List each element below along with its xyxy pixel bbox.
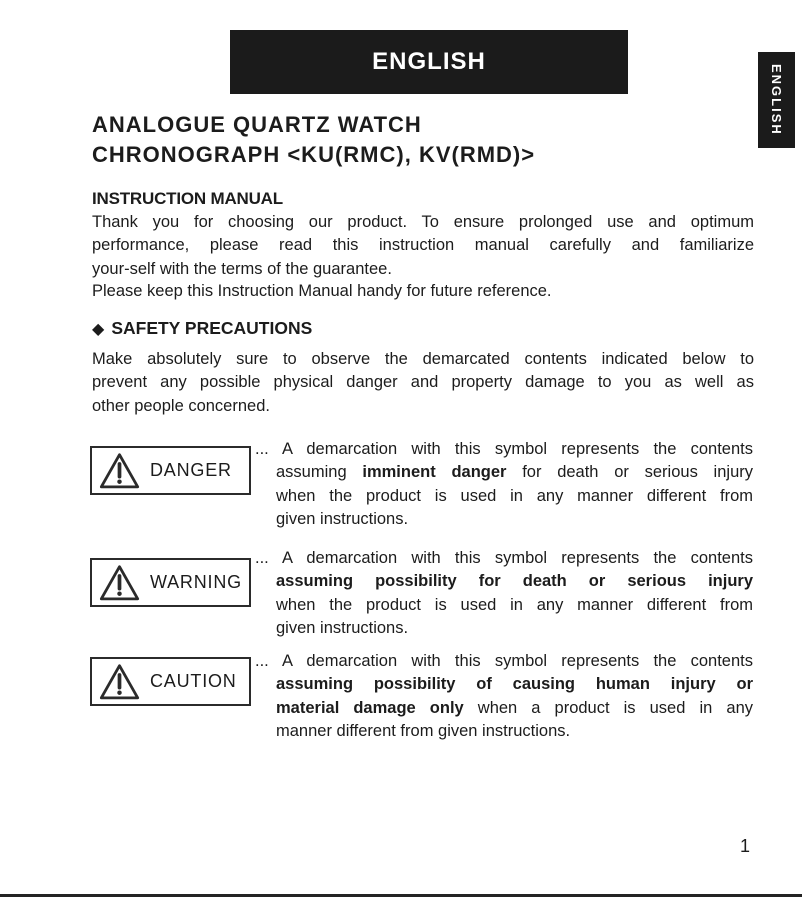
instruction-manual-heading: INSTRUCTION MANUAL <box>92 189 283 208</box>
safety-precautions-heading <box>92 316 312 342</box>
warning-description: ... A demarcation with this symbol represents the contents assuming possibility for death or serious injury when the product is used in any manner different from given instructions. <box>255 549 753 638</box>
document-title <box>92 110 535 170</box>
safety-intro-paragraph: Make absolutely sure to observe the demarcated contents indicated below to prevent any possible physical danger and property damage to you as well as other people concerned. <box>92 350 754 415</box>
warning-triangle-icon <box>99 452 140 490</box>
danger-box <box>90 446 251 495</box>
document-title-line2: CHRONOGRAPH <KU(RMC), KV(RMD)> <box>92 142 536 167</box>
english-side-tab <box>758 52 795 148</box>
warning-triangle-icon <box>99 564 140 602</box>
document-title-line1: ANALOGUE QUARTZ WATCH <box>92 112 422 137</box>
warning-triangle-icon <box>99 663 140 701</box>
warning-label: WARNING <box>150 572 242 592</box>
warning-box <box>90 558 251 607</box>
caution-label: CAUTION <box>150 671 237 691</box>
caution-box <box>90 657 251 706</box>
danger-description: ... A demarcation with this symbol represents the contents assuming imminent danger for death or serious injury when the product is used in any manner different from given instructions. <box>255 440 753 529</box>
caution-description: ... A demarcation with this symbol represents the contents assuming possibility of causing human injury or material damage only when a product is used in any manner different from given instructions. <box>255 652 753 741</box>
safety-precautions-label: SAFETY PRECAUTIONS <box>111 318 313 338</box>
danger-label: DANGER <box>150 460 232 480</box>
keep-manual-note: Please keep this Instruction Manual handy for future reference. <box>92 282 552 300</box>
english-banner <box>230 30 628 94</box>
english-banner-label: ENGLISH <box>372 48 486 75</box>
page-bottom-rule <box>0 894 802 897</box>
diamond-bullet-icon: ◆ <box>92 321 105 338</box>
intro-paragraph: Thank you for choosing our product. To ensure prolonged use and optimum performance, please read this instruction manual carefully and familiarize your-self with the terms of the guarantee. <box>92 213 754 278</box>
english-side-tab-label: ENGLISH <box>769 64 784 136</box>
page-number: 1 <box>739 836 750 856</box>
